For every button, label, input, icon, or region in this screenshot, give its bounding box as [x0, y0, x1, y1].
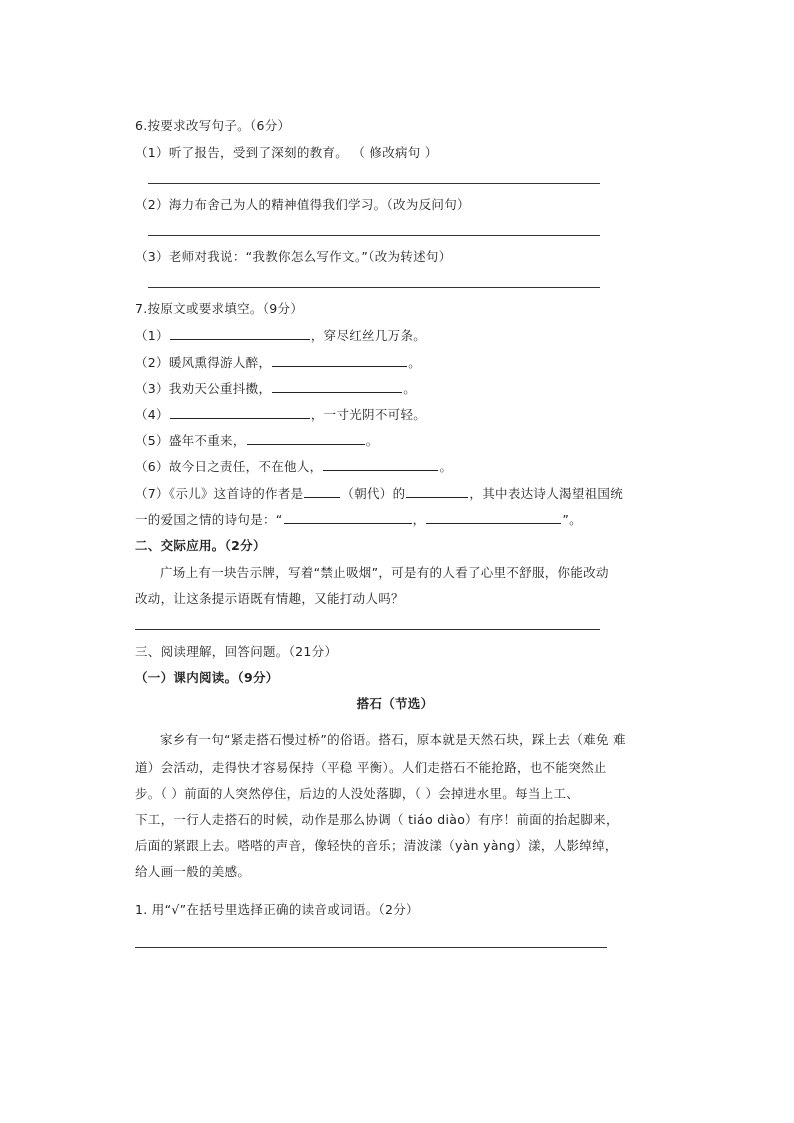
- q6-heading: 6.按要求改写句子。（6分）: [135, 118, 291, 133]
- fill-blank[interactable]: [272, 380, 402, 393]
- fill-blank[interactable]: [426, 511, 561, 524]
- q7-item-text: ，一寸光阴不可轻。: [310, 407, 427, 422]
- q7-item-text: ”。: [562, 512, 582, 527]
- part3-sub-heading: （一）课内阅读。（9分）: [135, 670, 279, 685]
- q7-item-7: [135, 485, 623, 502]
- q7-item-text: （7）《示儿》这首诗的作者是: [135, 486, 304, 501]
- answer-line[interactable]: [135, 629, 600, 630]
- answer-line[interactable]: [148, 287, 600, 288]
- q7-item-text: ，: [412, 512, 426, 527]
- q7-item-text: ，穿尽红丝几万条。: [310, 328, 427, 343]
- part3-heading: 三、阅读理解，回答问题。（21分）: [135, 644, 338, 659]
- q7-item-text: 。: [408, 355, 422, 370]
- q6-item-3: （3）老师对我说：“我教你怎么写作文。”（改为转述句）: [135, 249, 452, 264]
- q7-item-1: [135, 327, 426, 344]
- q7-item-7-line2: [135, 511, 582, 528]
- fill-blank[interactable]: [170, 327, 310, 340]
- answer-line[interactable]: [148, 183, 600, 184]
- fill-blank[interactable]: [284, 511, 412, 524]
- q6-item-2: （2）海力布舍己为人的精神值得我们学习。（改为反问句）: [135, 197, 470, 212]
- q7-item-text: 。: [365, 433, 379, 448]
- fill-blank[interactable]: [406, 485, 468, 498]
- q7-item-text: 。: [403, 381, 417, 396]
- q7-item-text: 。: [439, 459, 453, 474]
- q7-heading: 7.按原文或要求填空。（9分）: [135, 301, 304, 316]
- q7-item-6: [135, 458, 452, 475]
- fill-blank[interactable]: [304, 485, 340, 498]
- passage-line: 家乡有一句“紧走搭石慢过桥”的俗语。搭石，原本就是天然石块，踩上去（难免 难: [160, 732, 626, 747]
- part2-heading: 二、交际应用。（2分）: [135, 538, 266, 553]
- passage-line: 步。（ ）前面的人突然停住，后边的人没处落脚，（ ）会掉进水里。每当上工、: [135, 786, 580, 801]
- answer-line[interactable]: [148, 235, 600, 236]
- q7-item-2: [135, 354, 421, 371]
- q7-item-text: （朝代）的: [341, 486, 406, 501]
- fill-blank[interactable]: [247, 432, 365, 445]
- q7-item-5: [135, 432, 378, 449]
- q7-item-text: （3）我劝天公重抖擞，: [135, 381, 272, 396]
- q7-item-text: （4）: [135, 407, 169, 422]
- passage-line: 给人画一般的美感。: [135, 864, 251, 879]
- q7-item-text: 一的爱国之情的诗句是：“: [135, 512, 283, 527]
- part2-paragraph-line: 改动，让这条提示语既有情趣，又能打动人吗？: [135, 591, 404, 606]
- passage-line: 下工，一行人走搭石的时候，动作是那么协调（ tiáo diào）有序！前面的抬起脚来，: [135, 812, 619, 827]
- fill-blank[interactable]: [323, 458, 438, 471]
- answer-line[interactable]: [135, 947, 607, 948]
- q7-item-text: （6）故今日之责任，不在他人，: [135, 459, 323, 474]
- fill-blank[interactable]: [272, 354, 407, 367]
- q7-item-text: （2）暖风熏得游人醉，: [135, 355, 272, 370]
- q7-item-3: [135, 380, 416, 397]
- q6-item-1: （1）听了报告，受到了深刻的教育。 （ 修改病句 ）: [135, 145, 438, 160]
- q7-item-text: （5）盛年不重来，: [135, 433, 246, 448]
- fill-blank[interactable]: [170, 406, 310, 419]
- passage-line: 后面的紧跟上去。嗒嗒的声音，像轻快的音乐；清波漾（yàn yàng）漾，人影绰绰，: [135, 838, 618, 853]
- passage-title: 搭石（节选）: [356, 696, 434, 711]
- q7-item-text: （1）: [135, 328, 169, 343]
- q7-item-4: [135, 406, 426, 423]
- passage-line: 道）会活动，走得快才容易保持（平稳 平衡）。人们走搭石不能抢路，也不能突然止: [135, 760, 607, 775]
- q7-item-text: ，其中表达诗人渴望祖国统: [469, 486, 624, 501]
- part3-question-1: 1. 用“√”在括号里选择正确的读音或词语。（2分）: [135, 902, 419, 917]
- part2-paragraph-line: 广场上有一块告示牌，写着“禁止吸烟”，可是有的人看了心里不舒服，你能改动: [160, 565, 609, 580]
